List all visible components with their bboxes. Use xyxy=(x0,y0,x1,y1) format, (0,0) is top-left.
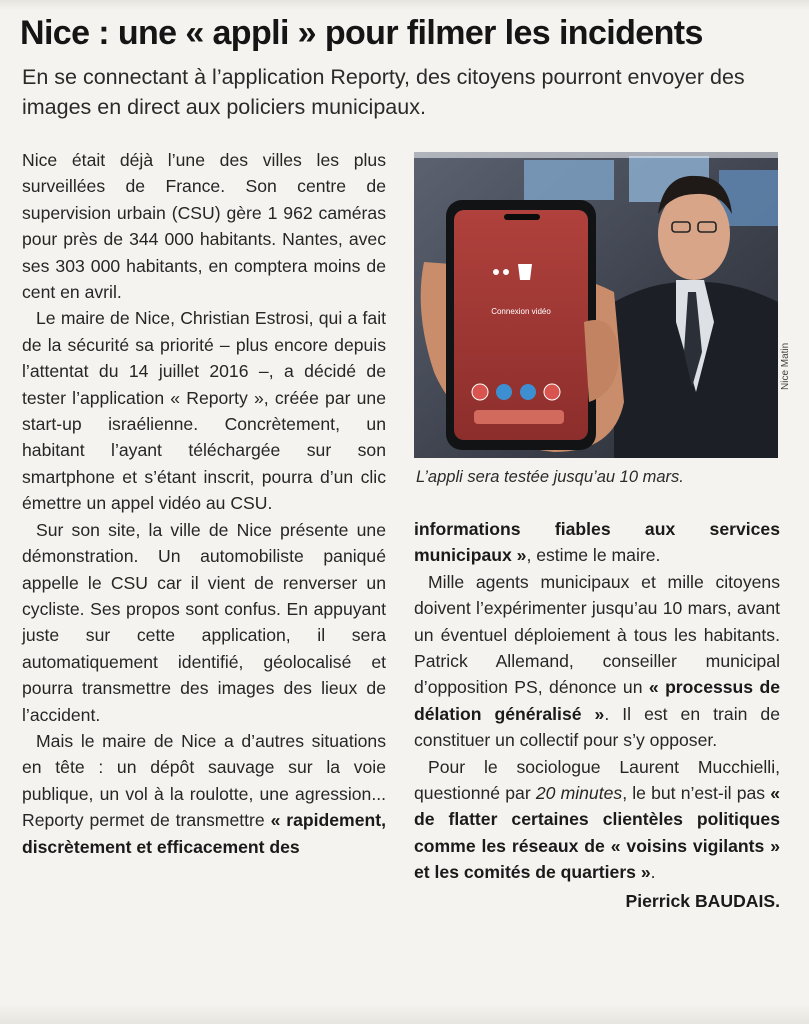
source-name: 20 minutes xyxy=(535,783,623,804)
photo-caption: L’appli sera testée jusqu’au 10 mars. xyxy=(416,468,684,486)
article-photo xyxy=(414,152,778,458)
headline: Nice : une « appli » pour filmer les incidents xyxy=(20,14,703,52)
photo-credit: Nice Matin xyxy=(780,342,791,390)
paragraph-1: Nice était déjà l’une des villes les plus surveillées de France. Son centre de supervision urbain (CSU) gère 1 962 caméras pour près de 344 000 habitants. Nantes, avec ses 303 000 habitants, en comptera moins de cent en avril. xyxy=(22,150,386,303)
paragraph-7-text: Pour le sociologue Laurent Mucchielli, questionné par xyxy=(414,756,780,804)
sociologist-quote: « de flatter certaines clientèles politiques comme les réseaux de « voisins vigilants » et les comités de quartiers » xyxy=(414,783,781,883)
opposition-quote: « processus de délation généralisé » xyxy=(414,677,780,724)
mayor-quote-start: « rapidement, discrètement et efficacement des xyxy=(22,810,386,857)
paragraph-7-end: . xyxy=(650,862,656,883)
mayor-quote-end: informations fiables aux services municipaux » xyxy=(414,519,780,566)
paragraph-5 xyxy=(414,516,780,569)
previous-page-bleed xyxy=(0,0,809,10)
paragraph-2: Le maire de Nice, Christian Estrosi, qui a fait de la sécurité sa priorité – plus encore depuis l’attentat du 14 juillet 2016 –, a décidé de tester l’application « Reporty », créée par une start-up israélienne. Concrètement, un habitant l’ayant téléchargée sur son smartphone et s’étant inscrit, pourra d’un clic émettre un appel vidéo au CSU. xyxy=(22,308,386,514)
photo-illustration xyxy=(414,152,778,458)
paragraph-6-text: Mille agents municipaux et mille citoyens doivent l’expérimenter jusqu’au 10 mars, avant un éventuel déploiement à tous les habitants. Patrick Allemand, conseiller municipal d’opposition PS, dénonce un xyxy=(414,571,780,698)
paragraph-4 xyxy=(22,728,386,860)
paragraph-4-text: Mais le maire de Nice a d’autres situations en tête : un dépôt sauvage sur la voie publique, un vol à la roulotte, une agression... Reporty permet de transmettre xyxy=(22,730,386,831)
paragraph-6 xyxy=(414,569,780,754)
paragraph-6-rest: . Il est en train de constituer un collectif pour s’y opposer. xyxy=(414,703,780,751)
paragraph-5-text: , estime le maire. xyxy=(526,545,661,566)
paragraph-7-mid: , le but n’est-il pas xyxy=(622,783,771,804)
phone-screen-text: Connexion vidéo xyxy=(491,307,551,316)
page-bottom-edge xyxy=(0,1004,809,1024)
author-signature: Pierrick BAUDAIS. xyxy=(625,890,780,911)
standfirst: En se connectant à l’application Reporty, des citoyens pourront envoyer des images en direct aux policiers municipaux. xyxy=(22,65,745,119)
paragraph-7 xyxy=(414,754,780,886)
paragraph-3: Sur son site, la ville de Nice présente une démonstration. Un automobiliste paniqué appelle le CSU car il vient de renverser un cycliste. Ses propos sont confus. En appuyant juste sur cette application, il sera automatiquement identifié, géolocalisé et pourra transmettre des images des lieux de l’accident. xyxy=(22,519,386,725)
article-left-column xyxy=(22,147,386,860)
article-right-column xyxy=(414,516,780,914)
